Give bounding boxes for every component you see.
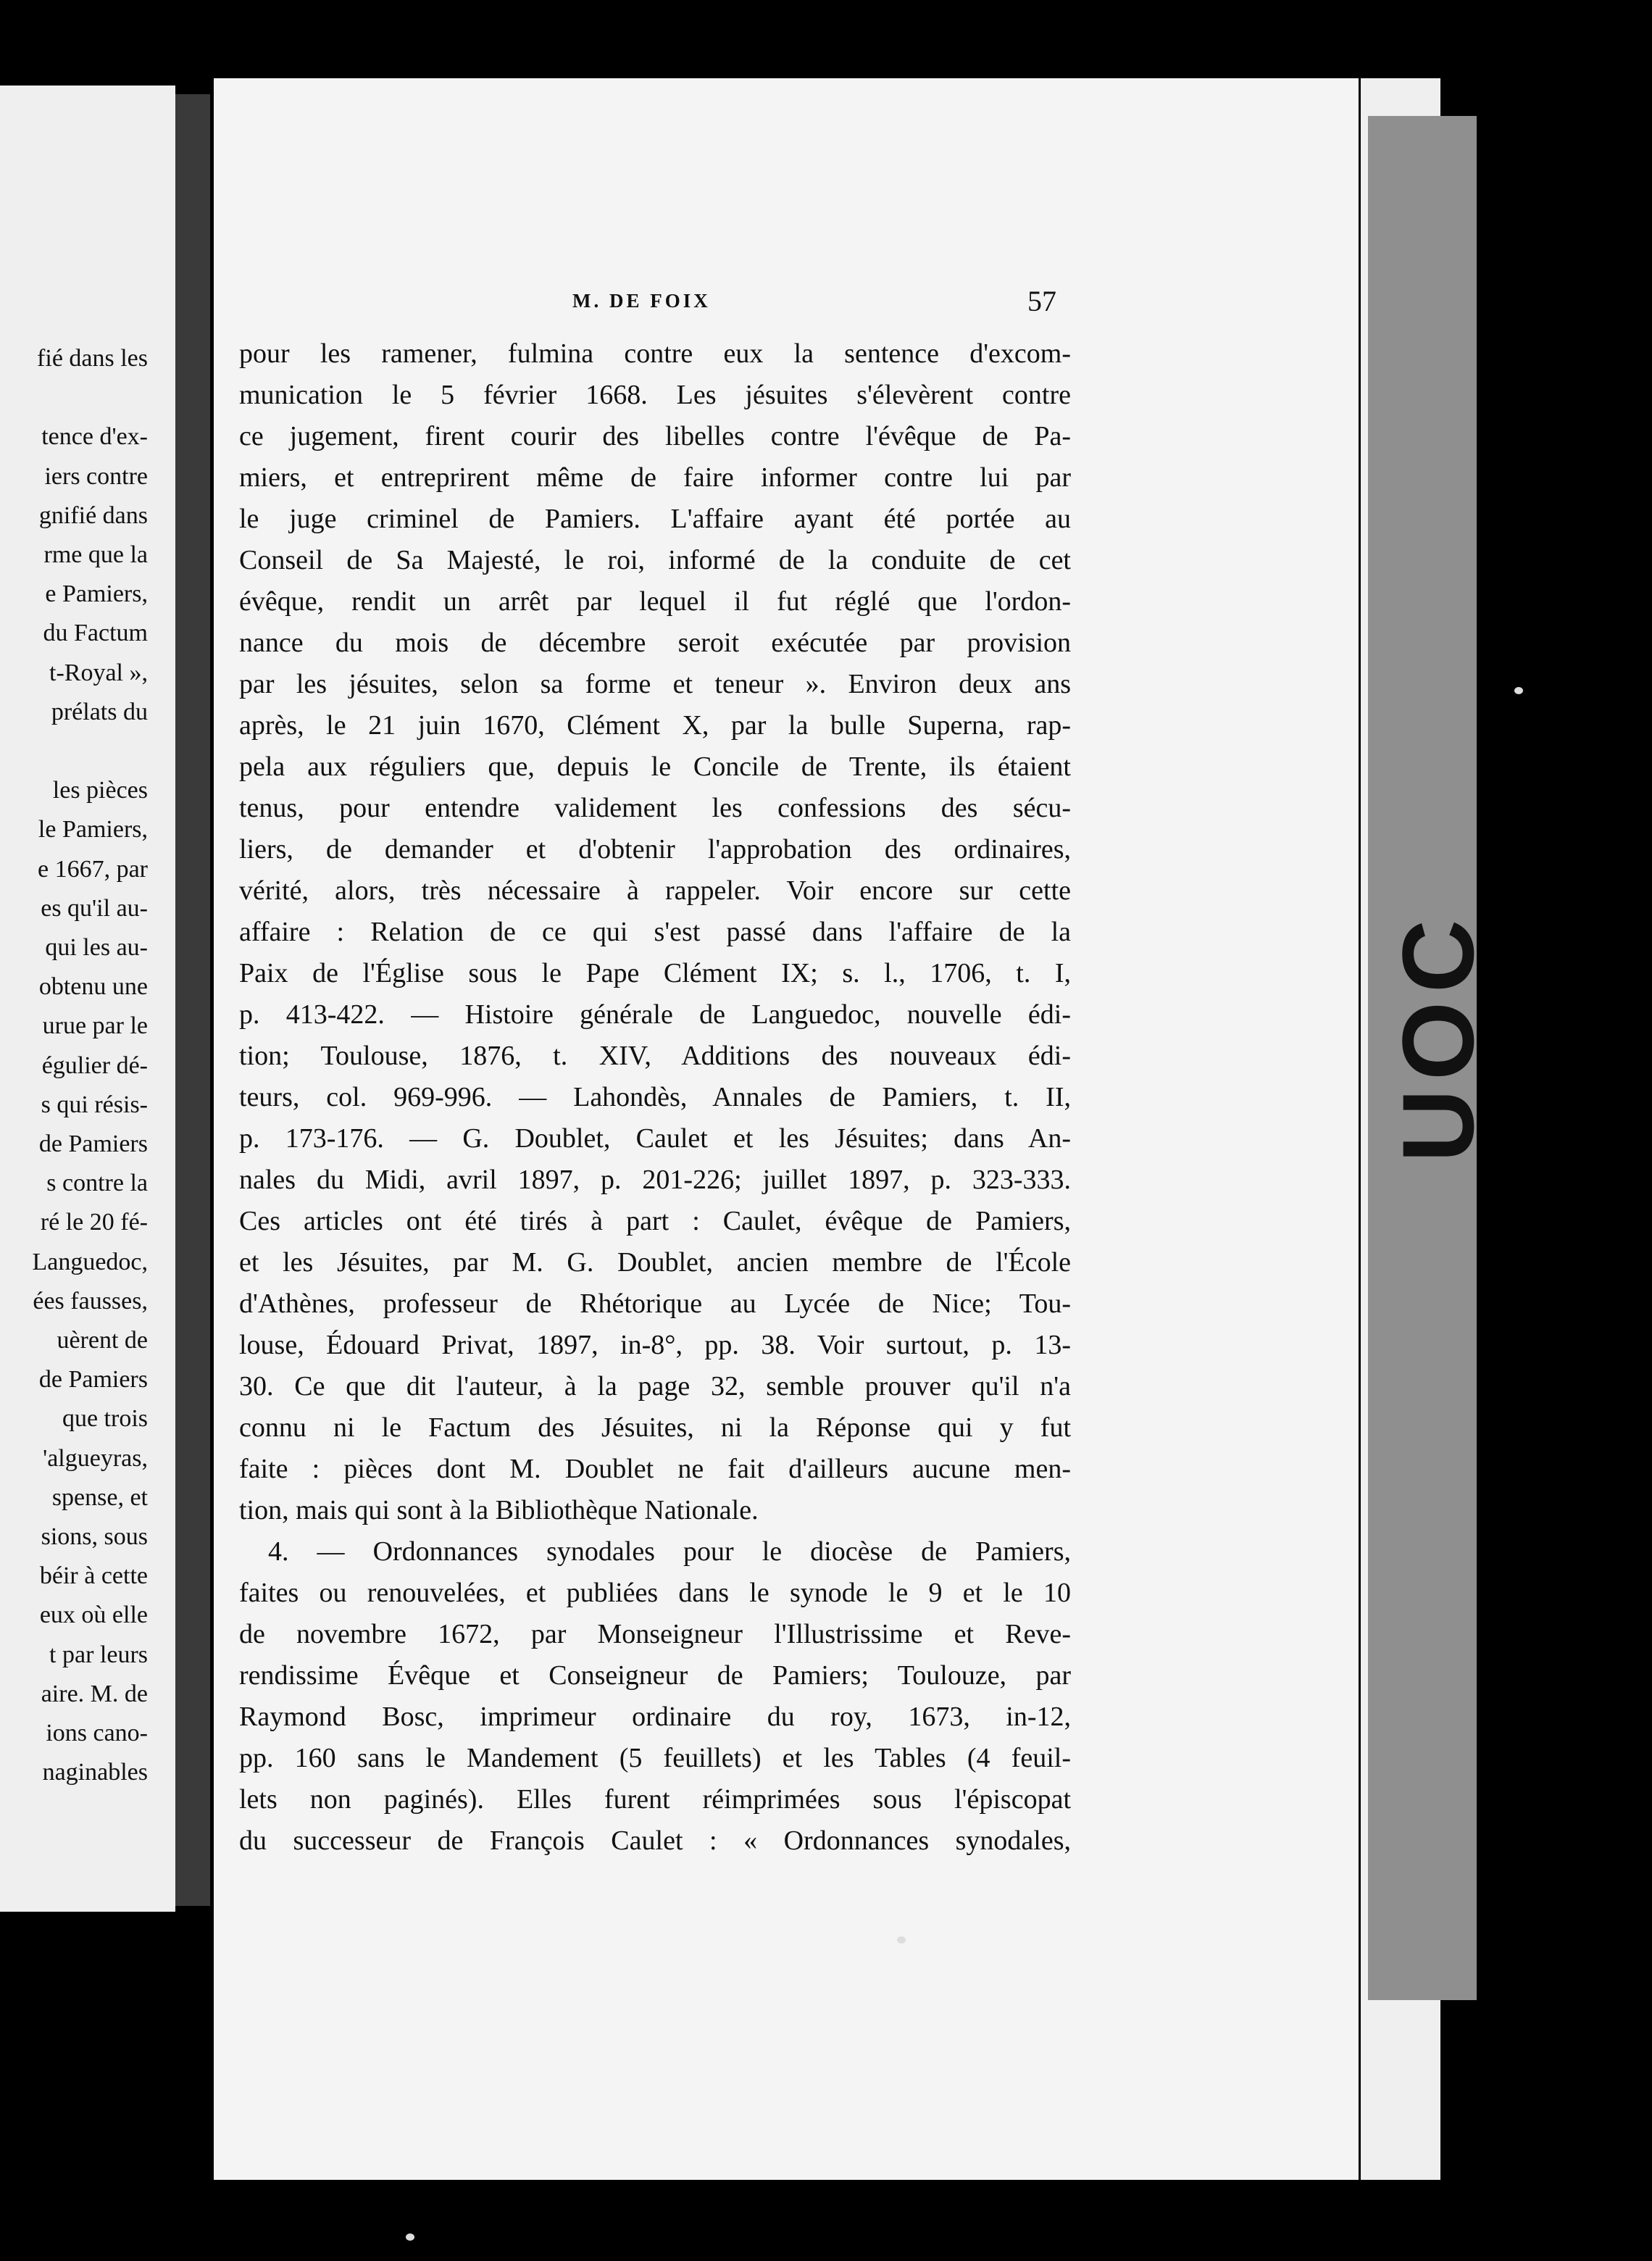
text-line: tenus, pour entendre validement les confessions des sécu-: [239, 793, 1071, 823]
left-page-line: qui les au-: [45, 934, 148, 961]
left-page-line: aire. M. de: [41, 1680, 148, 1707]
left-page-line: spense, et: [51, 1483, 148, 1511]
text-line: nales du Midi, avril 1897, p. 201-226; juillet 1897, p. 323-333.: [239, 1165, 1071, 1195]
scan-speck: [897, 1936, 906, 1944]
left-page-line: égulier dé-: [41, 1052, 148, 1079]
left-page-line: es qu'il au-: [41, 894, 148, 922]
text-line: p. 173-176. — G. Doublet, Caulet et les Jésuites; dans An-: [239, 1123, 1071, 1154]
text-line: lets non paginés). Elles furent réimprimées sous l'épiscopat: [239, 1784, 1071, 1815]
text-line: 4. — Ordonnances synodales pour le diocèse de Pamiers,: [268, 1536, 1071, 1567]
body-text: [239, 333, 1071, 1862]
library-stamp: UOC: [1381, 910, 1495, 1162]
running-head: M. DE FOIX: [572, 290, 711, 312]
text-line: munication le 5 février 1668. Les jésuites s'élevèrent contre: [239, 380, 1071, 410]
left-page-line: du Factum: [43, 620, 148, 647]
left-page-line: sions, sous: [41, 1523, 148, 1550]
left-page-line: eux où elle: [39, 1602, 148, 1629]
text-line: pp. 160 sans le Mandement (5 feuillets) et les Tables (4 feuil-: [239, 1743, 1071, 1773]
left-page-line: t par leurs: [49, 1641, 148, 1668]
left-page-line: gnifié dans: [38, 501, 148, 529]
left-page-line: rme que la: [43, 541, 148, 568]
left-page-line: les pièces: [52, 777, 148, 804]
text-line: connu ni le Factum des Jésuites, ni la Réponse qui y fut: [239, 1412, 1071, 1443]
text-line: liers, de demander et d'obtenir l'approbation des ordinaires,: [239, 834, 1071, 865]
text-line: p. 413-422. — Histoire générale de Languedoc, nouvelle édi-: [239, 999, 1071, 1030]
left-page-line: que trois: [62, 1405, 148, 1433]
scan-speck: [406, 2233, 414, 2241]
left-page-line: de Pamiers: [38, 1130, 148, 1157]
text-line: rendissime Évêque et Conseigneur de Pamiers; Toulouze, par: [239, 1660, 1071, 1691]
left-page-line: 'algueyras,: [43, 1444, 148, 1472]
text-line: Conseil de Sa Majesté, le roi, informé de la conduite de cet: [239, 545, 1071, 575]
text-line: Raymond Bosc, imprimeur ordinaire du roy, 1673, in-12,: [239, 1702, 1071, 1732]
left-page-line: ées fausses,: [33, 1287, 148, 1315]
text-line: tion, mais qui sont à la Bibliothèque Nationale.: [239, 1495, 759, 1525]
text-line: le juge criminel de Pamiers. L'affaire ayant été portée au: [239, 504, 1071, 534]
text-line: après, le 21 juin 1670, Clément X, par la bulle Superna, rap-: [239, 710, 1071, 741]
left-page-line: fié dans les: [37, 345, 148, 372]
text-line: Ces articles ont été tirés à part : Caulet, évêque de Pamiers,: [239, 1206, 1071, 1236]
text-line: nance du mois de décembre seroit exécutée par provision: [239, 628, 1071, 658]
text-line: par les jésuites, selon sa forme et teneur ». Environ deux ans: [239, 669, 1071, 699]
text-line: ce jugement, firent courir des libelles contre l'évêque de Pa-: [239, 421, 1071, 451]
text-line: pela aux réguliers que, depuis le Concile de Trente, ils étaient: [239, 751, 1071, 782]
text-line: pour les ramener, fulmina contre eux la sentence d'excom-: [239, 338, 1071, 369]
left-page-line: prélats du: [51, 698, 148, 725]
text-line: affaire : Relation de ce qui s'est passé dans l'affaire de la: [239, 917, 1071, 947]
left-page-line: urue par le: [42, 1012, 148, 1040]
scan-speck: [1514, 687, 1523, 694]
text-line: du successeur de François Caulet : « Ordonnances synodales,: [239, 1825, 1071, 1856]
text-line: vérité, alors, très nécessaire à rappeler. Voir encore sur cette: [239, 875, 1071, 906]
left-page-line: le Pamiers,: [38, 816, 148, 844]
text-line: faite : pièces dont M. Doublet ne fait d'ailleurs aucune men-: [239, 1454, 1071, 1484]
text-line: évêque, rendit un arrêt par lequel il fut réglé que l'ordon-: [239, 586, 1071, 617]
left-page-line: de Pamiers: [38, 1366, 148, 1394]
text-line: miers, et entreprirent même de faire informer contre lui par: [239, 462, 1071, 493]
book-gutter: [175, 94, 210, 1906]
left-page-line: s qui résis-: [41, 1091, 148, 1118]
left-page-line: ré le 20 fé-: [40, 1209, 148, 1236]
left-page-line: iers contre: [44, 462, 148, 490]
left-page-line: s contre la: [46, 1170, 148, 1197]
left-page-line: Languedoc,: [32, 1248, 148, 1275]
left-facing-page: [0, 86, 175, 1912]
left-page-line: uèrent de: [57, 1327, 148, 1354]
text-line: 30. Ce que dit l'auteur, à la page 32, semble prouver qu'il n'a: [239, 1371, 1071, 1402]
left-page-line: e 1667, par: [37, 855, 148, 883]
text-line: de novembre 1672, par Monseigneur l'Illustrissime et Reve-: [239, 1619, 1071, 1649]
text-line: faites ou renouvelées, et publiées dans le synode le 9 et le 10: [239, 1578, 1071, 1608]
left-page-line: ions cano-: [46, 1720, 148, 1746]
left-page-line: e Pamiers,: [45, 580, 148, 608]
text-line: louse, Édouard Privat, 1897, in-8°, pp. 38. Voir surtout, p. 13-: [239, 1330, 1071, 1360]
left-page-line: béir à cette: [39, 1562, 148, 1590]
text-line: tion; Toulouse, 1876, t. XIV, Additions des nouveaux édi-: [239, 1041, 1071, 1071]
text-line: teurs, col. 969-996. — Lahondès, Annales de Pamiers, t. II,: [239, 1082, 1071, 1112]
text-line: Paix de l'Église sous le Pape Clément IX; s. l., 1706, t. I,: [239, 958, 1071, 988]
left-page-line: obtenu une: [38, 973, 148, 1001]
left-page-line: tence d'ex-: [41, 423, 148, 451]
text-line: d'Athènes, professeur de Rhétorique au Lycée de Nice; Tou-: [239, 1288, 1071, 1319]
page-number: 57: [1027, 285, 1056, 317]
text-line: et les Jésuites, par M. G. Doublet, ancien membre de l'École: [239, 1247, 1071, 1278]
left-page-line: naginables: [42, 1759, 148, 1786]
left-page-line: t-Royal »,: [49, 659, 148, 686]
